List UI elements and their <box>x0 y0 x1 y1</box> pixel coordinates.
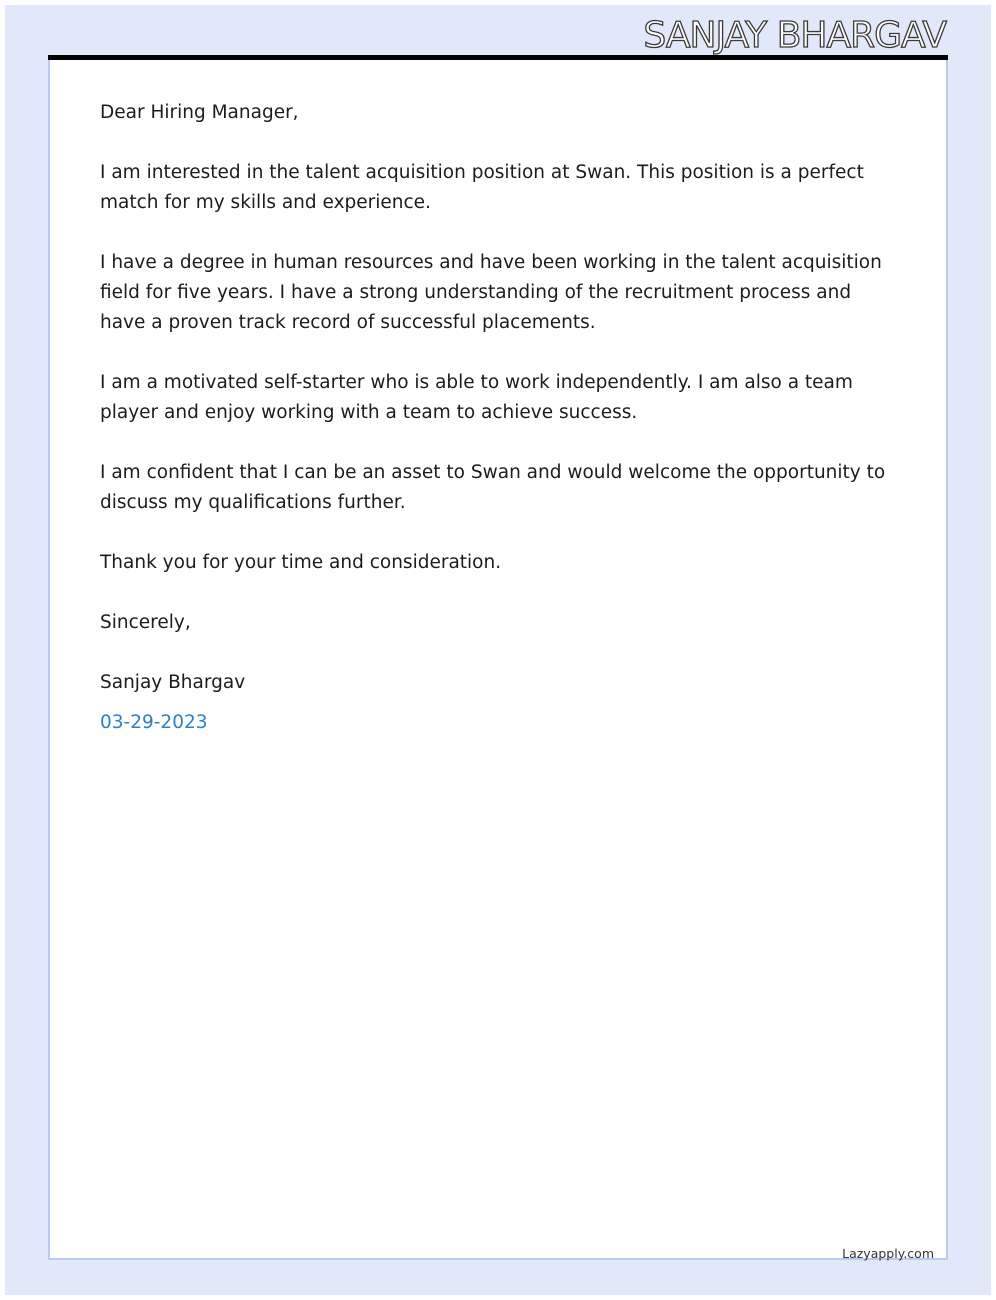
letter-paragraph: I am a motivated self-starter who is able to work independently. I am also a team player and enjoy working with a team to achieve success. <box>100 372 853 423</box>
cover-letter-body <box>100 98 900 738</box>
letter-paragraph: I have a degree in human resources and have been working in the talent acquisition field for five years. I have a strong understanding of the recruitment process and have a proven track record of successful placements. <box>100 252 882 333</box>
letter-closing: Sincerely, <box>100 612 191 633</box>
letter-paragraph: Thank you for your time and consideration. <box>100 552 502 573</box>
letter-paragraph: I am confident that I can be an asset to Swan and would welcome the opportunity to discuss my qualifications further. <box>100 462 886 513</box>
letter-signature: Sanjay Bhargav <box>100 672 246 693</box>
footer-credit: Lazyapply.com <box>842 1246 934 1261</box>
letter-date: 03-29-2023 <box>100 712 208 733</box>
letter-paragraph: I am interested in the talent acquisition position at Swan. This position is a perfect match for my skills and experience. <box>100 162 864 213</box>
letter-salutation: Dear Hiring Manager, <box>100 102 299 123</box>
applicant-name-heading: SANJAY BHARGAV <box>643 15 946 56</box>
